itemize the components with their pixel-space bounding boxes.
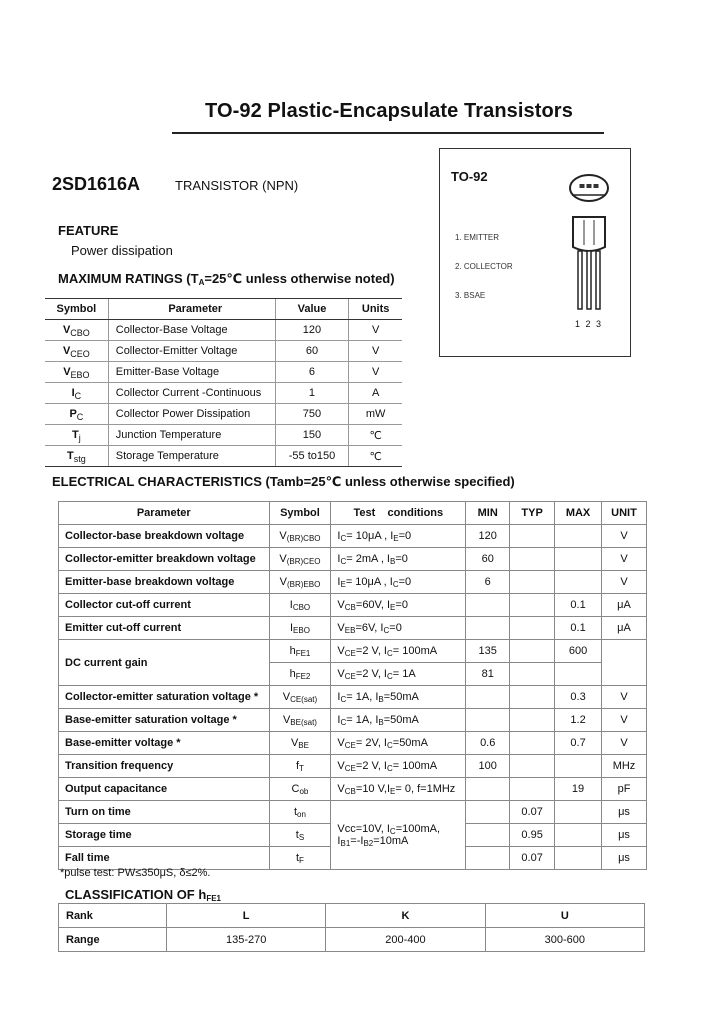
- range-row: [59, 928, 645, 952]
- symbol-cell: $I_{EBO}$: [269, 617, 331, 640]
- unit-cell: μs: [602, 824, 647, 847]
- conditions-cell: $I_C= 1A$, $I_B=50mA$: [331, 686, 466, 709]
- parameter-cell: Turn on time: [59, 801, 270, 824]
- max-cell: [555, 824, 602, 847]
- table-row: [45, 362, 402, 383]
- parameter-cell: Collector-Emitter Voltage: [108, 341, 275, 362]
- min-cell: 81: [466, 663, 510, 686]
- min-cell: [466, 709, 510, 732]
- table-row: [59, 640, 647, 663]
- classification-table: [58, 903, 645, 952]
- unit-cell: μs: [602, 801, 647, 824]
- table-row: [59, 525, 647, 548]
- conditions-cell: $V_{CE}=2$ V, $I_C= 100mA$: [331, 640, 466, 663]
- feature-text: Power dissipation: [71, 243, 173, 258]
- parameter-cell: Output capacitance: [59, 778, 270, 801]
- rank-k: K: [326, 904, 485, 928]
- typ-cell: [510, 525, 555, 548]
- col-parameter: Parameter: [59, 502, 270, 525]
- classification-title: CLASSIFICATION OF $h_{FE1}$: [65, 887, 221, 903]
- pin-label-base: 3. BSAE: [455, 291, 486, 300]
- range-u: 300-600: [485, 928, 644, 952]
- symbol-cell: $V_{(BR)CBO}$: [269, 525, 331, 548]
- conditions-cell: $V_{CE}=2$ V, $I_C= 100mA$: [331, 755, 466, 778]
- package-diagram-box: [439, 148, 631, 357]
- typ-cell: [510, 663, 555, 686]
- typ-cell: [510, 709, 555, 732]
- typ-cell: [510, 778, 555, 801]
- unit-cell: V: [349, 362, 402, 383]
- value-cell: 150: [275, 425, 349, 446]
- unit-cell: V: [349, 320, 402, 341]
- symbol-cell: $T_j$: [45, 425, 108, 446]
- col-parameter: Parameter: [108, 299, 275, 320]
- col-min: MIN: [466, 502, 510, 525]
- col-test-conditions: Test conditions: [331, 502, 466, 525]
- unit-cell: V: [602, 732, 647, 755]
- table-header-row: [59, 502, 647, 525]
- col-max: MAX: [555, 502, 602, 525]
- parameter-cell: Junction Temperature: [108, 425, 275, 446]
- min-cell: 60: [466, 548, 510, 571]
- electrical-table: [58, 501, 647, 870]
- title-divider: [172, 132, 604, 134]
- typ-cell: [510, 732, 555, 755]
- unit-cell: V: [349, 341, 402, 362]
- conditions-cell: $I_C= 10\mu A$ , $I_E=0$: [331, 525, 466, 548]
- col-typ: TYP: [510, 502, 555, 525]
- unit-cell: A: [349, 383, 402, 404]
- conditions-cell: $V_{CB}=10$ $V,I_E= 0$, f=1MHz: [331, 778, 466, 801]
- parameter-cell: Emitter-base breakdown voltage: [59, 571, 270, 594]
- to92-package-icon: [564, 171, 614, 311]
- unit-cell: μA: [602, 617, 647, 640]
- max-cell: [555, 571, 602, 594]
- symbol-cell: $t_{on}$: [269, 801, 331, 824]
- value-cell: 1: [275, 383, 349, 404]
- range-l: 135-270: [167, 928, 326, 952]
- symbol-cell: $f_T$: [269, 755, 331, 778]
- max-cell: 1.2: [555, 709, 602, 732]
- table-row: [45, 383, 402, 404]
- conditions-cell: $I_C= 1A$, $I_B=50mA$: [331, 709, 466, 732]
- table-header-row: [45, 299, 402, 320]
- rank-u: U: [485, 904, 644, 928]
- symbol-cell: $P_C$: [45, 404, 108, 425]
- symbol-cell: $V_{CBO}$: [45, 320, 108, 341]
- unit-cell: μA: [602, 594, 647, 617]
- value-cell: -55 to150: [275, 446, 349, 467]
- col-unit: UNIT: [602, 502, 647, 525]
- conditions-cell: $V_{CB}=60V$, $I_E=0$: [331, 594, 466, 617]
- min-cell: [466, 778, 510, 801]
- pin-numbers: 1 2 3: [575, 319, 602, 329]
- parameter-cell: DC current gain: [59, 640, 270, 686]
- symbol-cell: $h_{FE1}$: [269, 640, 331, 663]
- min-cell: 0.6: [466, 732, 510, 755]
- max-cell: [555, 525, 602, 548]
- parameter-cell: Emitter cut-off current: [59, 617, 270, 640]
- unit-cell: ℃: [349, 446, 402, 467]
- page-title: TO-92 Plastic-Encapsulate Transistors: [205, 100, 573, 122]
- parameter-cell: Storage time: [59, 824, 270, 847]
- max-cell: [555, 755, 602, 778]
- parameter-cell: Collector cut-off current: [59, 594, 270, 617]
- max-cell: 600: [555, 640, 602, 663]
- typ-cell: 0.07: [510, 801, 555, 824]
- parameter-cell: Base-emitter saturation voltage *: [59, 709, 270, 732]
- unit-cell: MHz: [602, 755, 647, 778]
- typ-cell: [510, 594, 555, 617]
- max-cell: 0.7: [555, 732, 602, 755]
- feature-heading: FEATURE: [58, 223, 119, 238]
- conditions-cell: $I_C= 2mA$ , $I_B=0$: [331, 548, 466, 571]
- parameter-cell: Collector-Base Voltage: [108, 320, 275, 341]
- symbol-cell: $t_S$: [269, 824, 331, 847]
- unit-cell: μs: [602, 847, 647, 870]
- typ-cell: 0.95: [510, 824, 555, 847]
- value-cell: 750: [275, 404, 349, 425]
- symbol-cell: $V_{BE(sat)}$: [269, 709, 331, 732]
- max-cell: [555, 801, 602, 824]
- max-ratings-title: MAXIMUM RATINGS ($T_A=25℃$ unless otherwise noted): [58, 271, 395, 287]
- min-cell: [466, 594, 510, 617]
- symbol-cell: $V_{(BR)CEO}$: [269, 548, 331, 571]
- conditions-cell: $V_{EB}=6V$, $I_C=0$: [331, 617, 466, 640]
- pulse-test-note: *pulse test: PW≤350μS, δ≤2%.: [60, 867, 211, 879]
- unit-cell: V: [602, 686, 647, 709]
- table-row: [59, 778, 647, 801]
- range-k: 200-400: [326, 928, 485, 952]
- symbol-cell: $C_{ob}$: [269, 778, 331, 801]
- parameter-cell: Collector Current -Continuous: [108, 383, 275, 404]
- table-row: [59, 709, 647, 732]
- symbol-cell: $V_{BE}$: [269, 732, 331, 755]
- table-row: [45, 446, 402, 467]
- conditions-cell: $V_{CE}= 2V$, $I_C=50mA$: [331, 732, 466, 755]
- typ-cell: [510, 548, 555, 571]
- min-cell: [466, 801, 510, 824]
- typ-cell: [510, 571, 555, 594]
- symbol-cell: $h_{FE2}$: [269, 663, 331, 686]
- symbol-cell: $I_{CBO}$: [269, 594, 331, 617]
- col-symbol: Symbol: [45, 299, 108, 320]
- max-cell: 19: [555, 778, 602, 801]
- unit-cell: ℃: [349, 425, 402, 446]
- min-cell: [466, 686, 510, 709]
- min-cell: [466, 824, 510, 847]
- parameter-cell: Collector-base breakdown voltage: [59, 525, 270, 548]
- parameter-cell: Storage Temperature: [108, 446, 275, 467]
- max-ratings-table: [45, 298, 402, 467]
- max-cell: [555, 847, 602, 870]
- table-row: [59, 801, 647, 824]
- max-cell: 0.1: [555, 617, 602, 640]
- min-cell: 6: [466, 571, 510, 594]
- value-cell: 60: [275, 341, 349, 362]
- symbol-cell: $V_{EBO}$: [45, 362, 108, 383]
- conditions-cell: $V_{CE}=2$ V, $I_C= 1A$: [331, 663, 466, 686]
- symbol-cell: $V_{CE(sat)}$: [269, 686, 331, 709]
- table-row: [59, 686, 647, 709]
- part-number: 2SD1616A: [52, 174, 141, 194]
- table-row: [59, 594, 647, 617]
- conditions-cell: $I_E= 10\mu A$ , $I_C=0$: [331, 571, 466, 594]
- unit-cell: V: [602, 571, 647, 594]
- typ-cell: [510, 640, 555, 663]
- conditions-cell: Vcc=10V, $I_C=100mA$, $I_{B1}=-I_{B2}=10mA$: [331, 801, 466, 870]
- table-row: [59, 548, 647, 571]
- col-units: Units: [349, 299, 402, 320]
- parameter-cell: Transition frequency: [59, 755, 270, 778]
- unit-cell: [602, 640, 647, 686]
- table-row: [59, 617, 647, 640]
- min-cell: [466, 847, 510, 870]
- table-row: [45, 425, 402, 446]
- min-cell: 100: [466, 755, 510, 778]
- unit-cell: pF: [602, 778, 647, 801]
- unit-cell: mW: [349, 404, 402, 425]
- unit-cell: V: [602, 548, 647, 571]
- typ-cell: [510, 686, 555, 709]
- parameter-cell: Base-emitter voltage *: [59, 732, 270, 755]
- table-row: [45, 404, 402, 425]
- symbol-cell: $T_{stg}$: [45, 446, 108, 467]
- value-cell: 120: [275, 320, 349, 341]
- pin-label-collector: 2. COLLECTOR: [455, 262, 513, 271]
- parameter-cell: Collector-emitter breakdown voltage: [59, 548, 270, 571]
- min-cell: 120: [466, 525, 510, 548]
- typ-cell: 0.07: [510, 847, 555, 870]
- parameter-cell: Fall time: [59, 847, 270, 870]
- unit-cell: V: [602, 525, 647, 548]
- unit-cell: V: [602, 709, 647, 732]
- table-row: [59, 755, 647, 778]
- symbol-cell: $V_{CEO}$: [45, 341, 108, 362]
- range-label: Range: [59, 928, 167, 952]
- rank-label: Rank: [59, 904, 167, 928]
- table-row: [45, 341, 402, 362]
- typ-cell: [510, 617, 555, 640]
- max-cell: [555, 548, 602, 571]
- part-description: TRANSISTOR (NPN): [175, 178, 299, 193]
- typ-cell: [510, 755, 555, 778]
- col-value: Value: [275, 299, 349, 320]
- value-cell: 6: [275, 362, 349, 383]
- max-cell: 0.1: [555, 594, 602, 617]
- parameter-cell: Emitter-Base Voltage: [108, 362, 275, 383]
- symbol-cell: $V_{(BR)EBO}$: [269, 571, 331, 594]
- parameter-cell: Collector-emitter saturation voltage *: [59, 686, 270, 709]
- table-row: [59, 571, 647, 594]
- parameter-cell: Collector Power Dissipation: [108, 404, 275, 425]
- table-row: [45, 320, 402, 341]
- pin-label-emitter: 1. EMITTER: [455, 233, 500, 242]
- rank-row: [59, 904, 645, 928]
- min-cell: 135: [466, 640, 510, 663]
- min-cell: [466, 617, 510, 640]
- rank-l: L: [167, 904, 326, 928]
- symbol-cell: $t_F$: [269, 847, 331, 870]
- symbol-cell: $I_C$: [45, 383, 108, 404]
- max-cell: 0.3: [555, 686, 602, 709]
- electrical-title: ELECTRICAL CHARACTERISTICS (Tamb=25℃ unless otherwise specified): [52, 474, 515, 489]
- package-title: TO-92: [451, 169, 488, 184]
- max-cell: [555, 663, 602, 686]
- col-symbol: Symbol: [269, 502, 331, 525]
- table-row: [59, 732, 647, 755]
